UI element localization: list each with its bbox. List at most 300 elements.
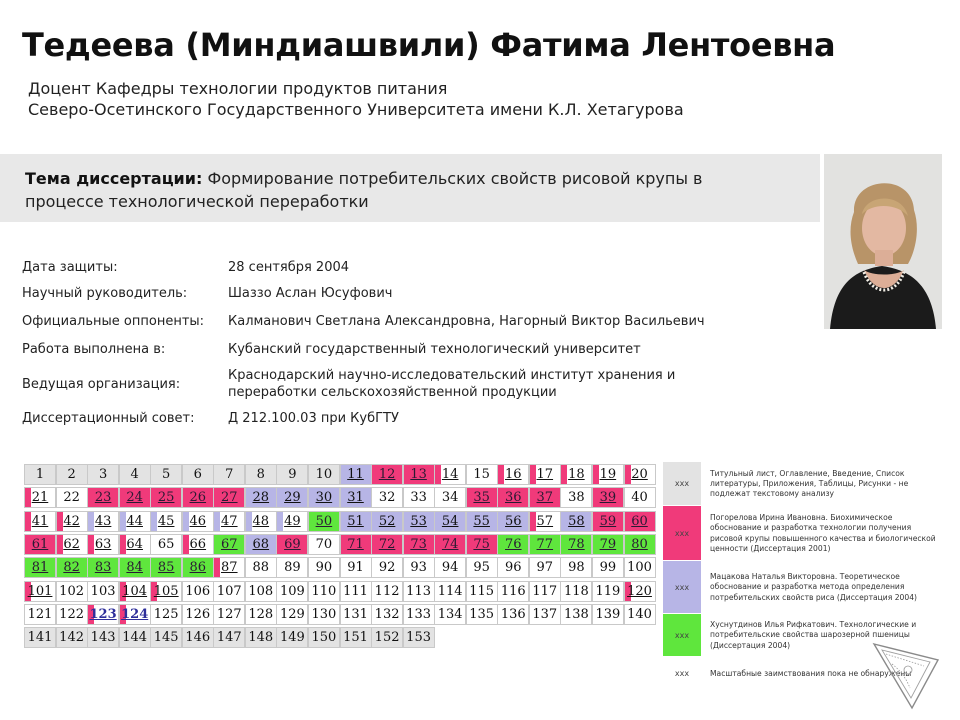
page-number: 87 xyxy=(221,560,238,576)
position-line-2: Северо-Осетинского Государственного Университета имени К.Л. Хетагурова xyxy=(28,100,684,119)
page-number: 66 xyxy=(189,536,207,552)
page-number: 117 xyxy=(532,583,558,599)
page-number: 100 xyxy=(627,560,652,576)
legend-text: Титульный лист, Оглавление, Введение, Список литературы, Приложения, Таблицы, Рисунки - не подлежат текстовому анализу xyxy=(710,468,909,499)
page-cell[interactable] xyxy=(371,511,403,532)
page-cell[interactable] xyxy=(119,487,151,508)
page-cell xyxy=(340,604,372,625)
page-cell[interactable] xyxy=(119,534,151,555)
page-cell[interactable] xyxy=(529,464,561,485)
page-number: 65 xyxy=(157,536,175,552)
page-number: 90 xyxy=(315,560,333,576)
page-cell[interactable] xyxy=(560,534,592,555)
page-number: 99 xyxy=(599,560,617,576)
page-cell[interactable] xyxy=(624,534,656,555)
page-cell xyxy=(560,604,592,625)
page-cell xyxy=(56,581,88,602)
page-cell xyxy=(529,604,561,625)
page-cell[interactable] xyxy=(182,511,214,532)
page-cell[interactable] xyxy=(308,511,340,532)
legend-swatch: xxx xyxy=(663,462,701,505)
page-number: 48 xyxy=(252,513,270,529)
page-number: 105 xyxy=(153,583,179,599)
page-number: 7 xyxy=(225,467,234,482)
author-photo xyxy=(824,154,942,329)
page-number: 86 xyxy=(189,560,207,576)
page-number: 93 xyxy=(410,560,427,576)
page-number: 39 xyxy=(599,490,617,506)
page-cell xyxy=(371,627,403,648)
page-highlight-bar xyxy=(625,465,631,484)
page-cell[interactable] xyxy=(213,487,245,508)
page-cell[interactable] xyxy=(213,511,245,532)
page-cell[interactable] xyxy=(497,534,529,555)
page-cell[interactable] xyxy=(624,581,656,602)
info-value: Д 212.100.03 при КубГТУ xyxy=(228,410,399,426)
page-cell[interactable] xyxy=(592,464,624,485)
page-cell[interactable] xyxy=(150,557,182,578)
page-cell[interactable] xyxy=(340,487,372,508)
page-number: 49 xyxy=(284,513,301,529)
page-cell[interactable] xyxy=(560,511,592,532)
page-number: 107 xyxy=(216,583,242,599)
page-cell[interactable] xyxy=(245,487,277,508)
page-number: 76 xyxy=(505,536,522,552)
page-cell xyxy=(213,581,245,602)
page-number: 133 xyxy=(406,606,431,622)
page-number: 145 xyxy=(153,630,179,646)
page-number: 98 xyxy=(568,560,585,576)
page-number: 153 xyxy=(406,630,431,646)
info-row-institution xyxy=(22,335,705,363)
page-number: 15 xyxy=(473,467,490,482)
page-number: 111 xyxy=(343,583,368,599)
topic-label: Тема диссертации: xyxy=(25,169,203,188)
page-cell xyxy=(434,487,466,508)
page-number: 51 xyxy=(347,513,364,529)
page-number: 58 xyxy=(568,513,585,529)
page-number: 95 xyxy=(473,560,490,576)
page-number: 101 xyxy=(27,583,53,599)
page-cell xyxy=(87,627,119,648)
page-cell xyxy=(87,581,119,602)
page-number: 78 xyxy=(568,536,585,552)
page-number: 75 xyxy=(473,536,490,552)
page-number: 139 xyxy=(595,606,621,622)
position-subtitle xyxy=(28,78,684,120)
page-cell xyxy=(340,557,372,578)
page-cell[interactable] xyxy=(87,534,119,555)
page-cell[interactable] xyxy=(466,534,498,555)
page-cell[interactable] xyxy=(119,557,151,578)
page-cell[interactable] xyxy=(56,511,88,532)
page-number: 44 xyxy=(126,513,143,529)
page-number: 121 xyxy=(27,606,53,622)
page-cell[interactable] xyxy=(182,487,214,508)
page-cell[interactable] xyxy=(87,604,119,625)
page-number: 131 xyxy=(343,606,368,622)
page-number: 112 xyxy=(374,583,400,599)
legend-text: Погорелова Ирина Ивановна. Биохимическое обоснование и разработка технологии получения рисовой крупы повышенного качества и биологической ценности (Диссертация 2001) xyxy=(710,512,936,553)
page-cell[interactable] xyxy=(371,464,403,485)
page-highlight-bar xyxy=(25,512,31,531)
page-number: 22 xyxy=(63,490,80,506)
page-cell xyxy=(56,487,88,508)
page-cell xyxy=(371,581,403,602)
page-highlight-bar xyxy=(151,512,157,531)
page-highlight-bar xyxy=(183,512,189,531)
page-number: 123 xyxy=(89,606,117,622)
page-cell xyxy=(624,487,656,508)
page-cell[interactable] xyxy=(119,581,151,602)
page-highlight-bar xyxy=(593,465,599,484)
page-number: 109 xyxy=(279,583,305,599)
page-number: 8 xyxy=(256,467,265,482)
page-cell xyxy=(24,464,56,485)
page-number: 5 xyxy=(162,467,171,482)
page-highlight-bar xyxy=(88,535,94,554)
page-cell xyxy=(497,581,529,602)
page-cell xyxy=(592,604,624,625)
page-cell xyxy=(308,604,340,625)
page-cell[interactable] xyxy=(276,534,308,555)
page-cell xyxy=(276,464,308,485)
page-number: 54 xyxy=(441,513,459,529)
page-cell xyxy=(434,581,466,602)
legend-row xyxy=(663,462,943,506)
page-number: 30 xyxy=(315,490,333,506)
page-cell[interactable] xyxy=(245,534,277,555)
info-label: Официальные оппоненты: xyxy=(22,313,205,329)
page-number: 132 xyxy=(374,606,400,622)
page-number: 118 xyxy=(563,583,589,599)
page-number: 21 xyxy=(31,490,49,506)
page-number: 94 xyxy=(441,560,459,576)
page-number: 46 xyxy=(189,513,207,529)
page-cell[interactable] xyxy=(87,487,119,508)
page-number: 141 xyxy=(27,630,53,646)
page-cell[interactable] xyxy=(497,511,529,532)
page-cell xyxy=(276,627,308,648)
page-number: 115 xyxy=(469,583,495,599)
page-number: 53 xyxy=(410,513,427,529)
info-value: Шаззо Аслан Юсуфович xyxy=(228,285,393,301)
page-cell xyxy=(340,627,372,648)
page-cell xyxy=(182,581,214,602)
page-cell xyxy=(119,464,151,485)
page-number: 67 xyxy=(221,536,238,552)
page-highlight-bar xyxy=(246,512,252,531)
page-cell xyxy=(56,604,88,625)
page-cell xyxy=(624,557,656,578)
page-number: 147 xyxy=(216,630,242,646)
page-number: 143 xyxy=(90,630,116,646)
page-highlight-bar xyxy=(561,465,567,484)
page-cell[interactable] xyxy=(497,487,529,508)
page-number: 140 xyxy=(627,606,652,622)
page-number: 42 xyxy=(63,513,80,529)
page-number: 40 xyxy=(631,490,648,506)
page-cell[interactable] xyxy=(434,511,466,532)
page-cell[interactable] xyxy=(24,557,56,578)
page-number: 84 xyxy=(126,560,143,576)
page-number: 79 xyxy=(599,536,617,552)
page-highlight-bar xyxy=(57,512,63,531)
page-cell[interactable] xyxy=(56,557,88,578)
page-cell[interactable] xyxy=(213,534,245,555)
page-cell xyxy=(466,464,498,485)
page-highlight-bar xyxy=(214,512,220,531)
page-number: 26 xyxy=(189,490,207,506)
page-number: 135 xyxy=(469,606,495,622)
page-cell[interactable] xyxy=(466,511,498,532)
page-cell xyxy=(276,604,308,625)
page-number: 137 xyxy=(532,606,558,622)
page-grid xyxy=(24,464,652,650)
page-highlight-bar xyxy=(57,535,63,554)
position-line-1: Доцент Кафедры технологии продуктов питания xyxy=(28,79,448,98)
page-cell[interactable] xyxy=(592,487,624,508)
page-number: 18 xyxy=(568,467,585,482)
page-number: 23 xyxy=(94,490,112,506)
legend-swatch: xxx xyxy=(663,506,701,560)
page-cell xyxy=(87,464,119,485)
page-cell xyxy=(308,557,340,578)
page-highlight-bar xyxy=(277,512,283,531)
page-number: 138 xyxy=(563,606,589,622)
page-number: 103 xyxy=(90,583,116,599)
page-number: 136 xyxy=(500,606,526,622)
page-highlight-bar xyxy=(530,512,536,531)
page-number: 47 xyxy=(221,513,238,529)
page-cell[interactable] xyxy=(340,464,372,485)
page-cell xyxy=(182,627,214,648)
info-row-supervisor xyxy=(22,279,705,307)
page-cell[interactable] xyxy=(529,534,561,555)
page-cell[interactable] xyxy=(119,511,151,532)
page-cell[interactable] xyxy=(497,464,529,485)
page-number: 148 xyxy=(248,630,274,646)
page-cell xyxy=(150,604,182,625)
page-number: 127 xyxy=(216,606,242,622)
page-cell xyxy=(150,534,182,555)
page-cell[interactable] xyxy=(150,511,182,532)
page-number: 104 xyxy=(122,583,148,599)
page-cell[interactable] xyxy=(403,511,435,532)
page-cell xyxy=(213,464,245,485)
page-number: 71 xyxy=(347,536,364,552)
page-number: 45 xyxy=(157,513,175,529)
page-number: 62 xyxy=(63,536,80,552)
page-number: 110 xyxy=(311,583,337,599)
page-cell[interactable] xyxy=(24,534,56,555)
page-number: 91 xyxy=(347,560,364,576)
page-cell[interactable] xyxy=(56,534,88,555)
page-cell[interactable] xyxy=(403,464,435,485)
page-cell xyxy=(371,487,403,508)
page-cell[interactable] xyxy=(24,487,56,508)
page-cell xyxy=(434,604,466,625)
page-highlight-bar xyxy=(25,488,31,507)
page-number: 129 xyxy=(279,606,305,622)
page-cell xyxy=(403,557,435,578)
page-number: 88 xyxy=(252,560,270,576)
page-number: 64 xyxy=(126,536,143,552)
page-number: 3 xyxy=(98,467,108,482)
page-cell[interactable] xyxy=(624,511,656,532)
info-label: Работа выполнена в: xyxy=(22,341,166,357)
page-number: 52 xyxy=(378,513,396,529)
page-highlight-bar xyxy=(183,535,189,554)
page-cell[interactable] xyxy=(308,487,340,508)
page-cell[interactable] xyxy=(245,511,277,532)
info-label: Дата защиты: xyxy=(22,260,118,275)
page-cell xyxy=(529,557,561,578)
page-cell[interactable] xyxy=(340,511,372,532)
page-cell xyxy=(560,487,592,508)
page-number: 74 xyxy=(441,536,459,552)
page-cell xyxy=(466,604,498,625)
page-cell xyxy=(24,627,56,648)
page-number: 9 xyxy=(288,467,297,482)
page-number: 149 xyxy=(279,630,305,646)
page-cell[interactable] xyxy=(624,464,656,485)
page-cell[interactable] xyxy=(529,511,561,532)
page-cell[interactable] xyxy=(466,487,498,508)
page-cell xyxy=(56,627,88,648)
info-label: Научный руководитель: xyxy=(22,285,188,301)
page-cell xyxy=(245,581,277,602)
page-number: 106 xyxy=(185,583,211,599)
page-number: 29 xyxy=(284,490,301,506)
page-cell xyxy=(308,534,340,555)
page-number: 85 xyxy=(157,560,175,576)
page-number: 92 xyxy=(378,560,396,576)
page-number: 27 xyxy=(221,490,238,506)
page-cell xyxy=(560,581,592,602)
dissertation-topic xyxy=(25,167,725,213)
page-cell xyxy=(24,604,56,625)
page-number: 119 xyxy=(595,583,621,599)
legend-text: Мацакова Наталья Викторовна. Теоретическое обоснование и разработка метода определения потребительских свойств риса (Диссертация 2004) xyxy=(710,572,918,602)
page-number: 37 xyxy=(536,490,554,506)
page-cell[interactable] xyxy=(434,534,466,555)
info-value: Кубанский государственный технологический университет xyxy=(228,341,641,357)
page-number: 144 xyxy=(122,630,148,646)
page-cell xyxy=(466,557,498,578)
page-cell xyxy=(245,464,277,485)
page-number: 25 xyxy=(157,490,175,506)
legend-text: Хуснутдинов Илья Рифкатович. Технологические и потребительские свойства шарозерной пшеницы (Диссертация 2004) xyxy=(710,620,917,650)
page-cell[interactable] xyxy=(592,534,624,555)
page-number: 124 xyxy=(121,606,149,622)
page-cell xyxy=(403,604,435,625)
page-highlight-bar xyxy=(120,535,126,554)
page-cell xyxy=(245,604,277,625)
page-cell[interactable] xyxy=(403,534,435,555)
page-highlight-bar xyxy=(214,558,220,577)
page-highlight-bar xyxy=(88,512,94,531)
page-cell xyxy=(245,627,277,648)
page-cell[interactable] xyxy=(182,534,214,555)
page-number: 24 xyxy=(126,490,143,506)
stamp-icon xyxy=(868,640,944,712)
page-number: 96 xyxy=(505,560,522,576)
page-cell[interactable] xyxy=(24,581,56,602)
page-cell xyxy=(466,581,498,602)
page-number: 113 xyxy=(406,583,431,599)
page-number: 146 xyxy=(185,630,211,646)
info-row-lead-organization xyxy=(22,363,705,405)
page-number: 68 xyxy=(252,536,270,552)
page-number: 60 xyxy=(631,513,648,529)
page-cell[interactable] xyxy=(182,557,214,578)
page-cell xyxy=(403,487,435,508)
page-cell[interactable] xyxy=(371,534,403,555)
page-number: 126 xyxy=(185,606,211,622)
page-cell xyxy=(592,581,624,602)
page-cell[interactable] xyxy=(213,557,245,578)
page-number: 20 xyxy=(631,467,648,482)
page-number: 77 xyxy=(536,536,554,552)
page-number: 33 xyxy=(410,490,427,506)
page-title: Тедеева (Миндиашвили) Фатима Лентоевна xyxy=(22,26,836,64)
page-cell[interactable] xyxy=(434,464,466,485)
page-cell[interactable] xyxy=(529,487,561,508)
info-label: Ведущая организация: xyxy=(22,376,181,392)
page-cell[interactable] xyxy=(119,604,151,625)
page-number: 10 xyxy=(315,467,333,482)
page-number: 80 xyxy=(631,536,648,552)
page-number: 152 xyxy=(374,630,400,646)
page-number: 70 xyxy=(315,536,333,552)
page-cell xyxy=(497,604,529,625)
page-cell[interactable] xyxy=(340,534,372,555)
page-cell xyxy=(624,604,656,625)
page-cell xyxy=(119,627,151,648)
page-number: 56 xyxy=(505,513,522,529)
info-value: 28 сентября 2004 xyxy=(228,260,350,275)
page-cell xyxy=(308,581,340,602)
page-number: 151 xyxy=(343,630,368,646)
page-cell xyxy=(403,581,435,602)
page-cell[interactable] xyxy=(276,511,308,532)
page-number: 63 xyxy=(94,536,112,552)
page-number: 83 xyxy=(94,560,112,576)
page-cell[interactable] xyxy=(24,511,56,532)
page-cell[interactable] xyxy=(150,581,182,602)
page-cell xyxy=(308,464,340,485)
page-highlight-bar xyxy=(435,465,441,484)
page-cell[interactable] xyxy=(87,557,119,578)
legend-text: Масштабные заимствования пока не обнаружены xyxy=(710,668,912,678)
page-cell[interactable] xyxy=(150,487,182,508)
page-cell[interactable] xyxy=(276,487,308,508)
info-value: Калманович Светлана Александровна, Нагорный Виктор Васильевич xyxy=(228,313,705,329)
page-cell[interactable] xyxy=(592,511,624,532)
legend-swatch: xxx xyxy=(663,657,701,690)
page-cell[interactable] xyxy=(87,511,119,532)
stamp-logo xyxy=(868,640,944,712)
page-cell xyxy=(403,627,435,648)
page-cell xyxy=(245,557,277,578)
page-cell[interactable] xyxy=(560,464,592,485)
legend-row xyxy=(663,561,943,614)
page-number: 36 xyxy=(505,490,522,506)
info-value: Краснодарский научно-исследовательский институт хранения и переработки сельскохозяйственной продукции xyxy=(228,368,676,400)
page-number: 2 xyxy=(67,467,76,482)
info-row-opponents xyxy=(22,307,705,335)
